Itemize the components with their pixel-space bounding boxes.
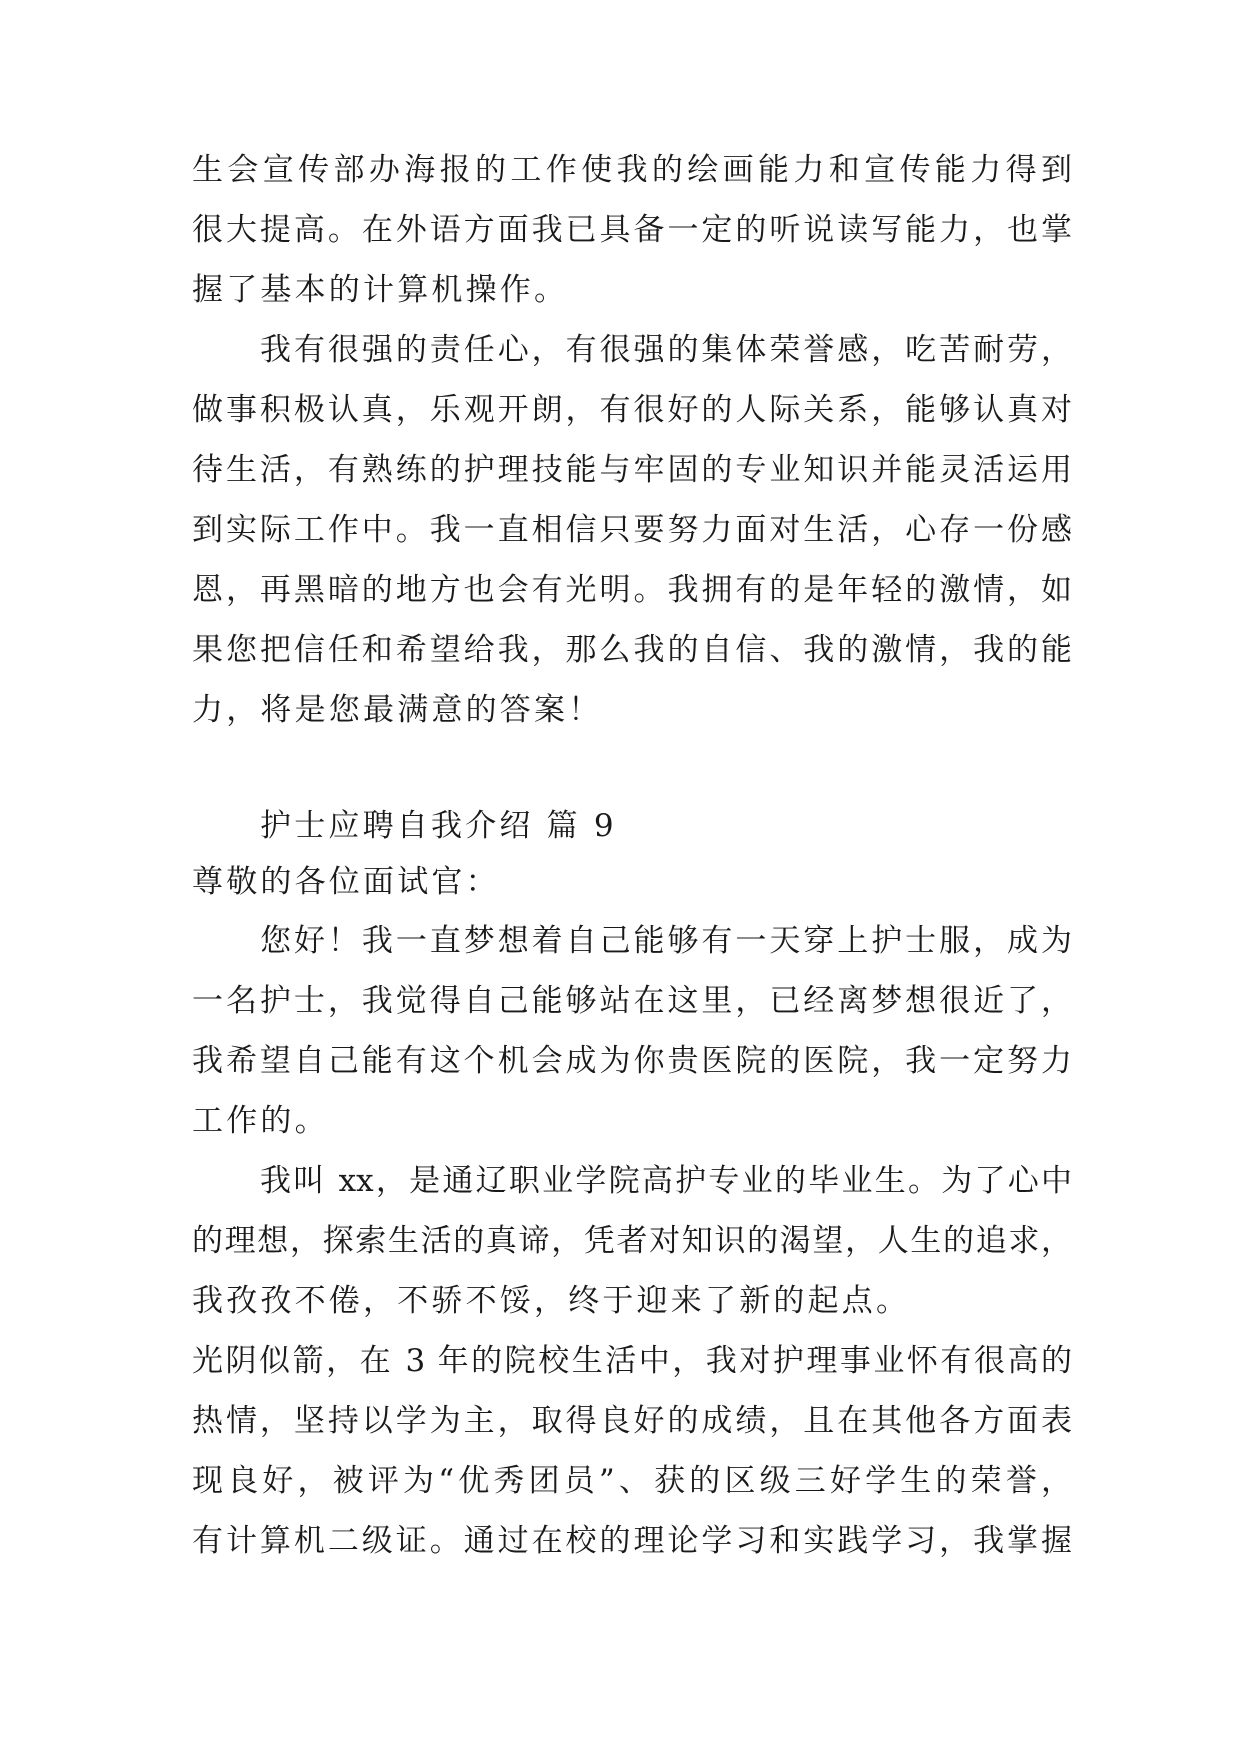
text-line: 我叫 xx，是通辽职业学院高护专业的毕业生。为了心中 (260, 1163, 1072, 1199)
text-line: 我孜孜不倦，不骄不馁，终于迎来了新的起点。 (192, 1283, 911, 1319)
text-line: 的理想，探索生活的真谛，凭者对知识的渴望，人生的追求， (192, 1223, 1072, 1259)
text-line: 很大提高。在外语方面我已具备一定的听说读写能力，也掌 (192, 212, 1072, 248)
text-line: 到实际工作中。我一直相信只要努力面对生活，心存一份感 (192, 512, 1072, 548)
text-line: 果您把信任和希望给我，那么我的自信、我的激情，我的能 (192, 632, 1072, 668)
text-line: 热情，坚持以学为主，取得良好的成绩，且在其他各方面表 (192, 1403, 1072, 1439)
text-line: 有计算机二级证。通过在校的理论学习和实践学习，我掌握 (192, 1523, 1072, 1559)
section-title: 护士应聘自我介绍 篇 9 (260, 808, 617, 844)
text-line: 生会宣传部办海报的工作使我的绘画能力和宣传能力得到 (192, 152, 1072, 188)
salutation: 尊敬的各位面试官： (192, 864, 500, 900)
text-line: 力，将是您最满意的答案！ (192, 692, 603, 728)
text-line: 我希望自己能有这个机会成为你贵医院的医院，我一定努力 (192, 1043, 1072, 1079)
text-line: 现良好，被评为“优秀团员”、获的区级三好学生的荣誉， (192, 1463, 1072, 1499)
text-line: 工作的。 (192, 1103, 329, 1139)
text-line: 做事积极认真，乐观开朗，有很好的人际关系，能够认真对 (192, 392, 1072, 428)
text-line: 我有很强的责任心，有很强的集体荣誉感，吃苦耐劳， (260, 332, 1072, 368)
text-line: 恩，再黑暗的地方也会有光明。我拥有的是年轻的激情，如 (192, 572, 1072, 608)
text-line: 握了基本的计算机操作。 (192, 272, 569, 308)
text-line: 光阴似箭，在 3 年的院校生活中，我对护理事业怀有很高的 (192, 1343, 1072, 1379)
text-line: 您好！我一直梦想着自己能够有一天穿上护士服，成为 (260, 923, 1072, 959)
text-line: 待生活，有熟练的护理技能与牢固的专业知识并能灵活运用 (192, 452, 1072, 488)
text-line: 一名护士，我觉得自己能够站在这里，已经离梦想很近了， (192, 983, 1072, 1019)
